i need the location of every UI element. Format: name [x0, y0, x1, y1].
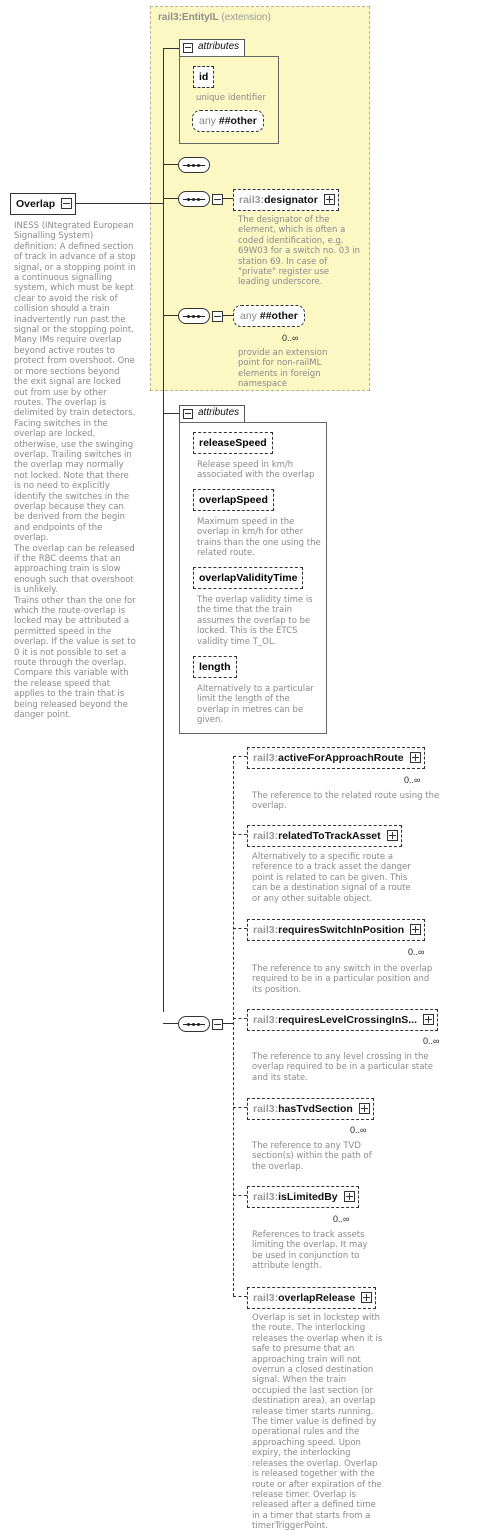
line — [233, 1107, 247, 1108]
attribute-desc: The overlap validity time is the time that the train assumes the overlap to be locked. This is the ETCS validity time T_OL. — [197, 595, 313, 647]
cardinality: 0..∞ — [408, 947, 425, 957]
cardinality: 0..∞ — [282, 333, 299, 343]
element-relatedToTrackAsset[interactable]: rail3:relatedToTrackAsset — [247, 825, 402, 847]
line — [233, 1018, 247, 1019]
main-vertical-line — [163, 48, 164, 1012]
sequence-dashed-line — [233, 756, 234, 1296]
line — [233, 928, 247, 929]
attribute-id[interactable]: id — [193, 66, 214, 88]
line — [223, 315, 233, 316]
element-isLimitedBy[interactable]: rail3:isLimitedBy — [247, 1186, 359, 1208]
expand-icon[interactable] — [410, 752, 421, 763]
any-attribute[interactable]: any ##other — [192, 110, 264, 132]
cardinality: 0..∞ — [350, 1125, 367, 1135]
sequence-icon — [178, 157, 210, 173]
line — [163, 48, 179, 49]
any-element-desc: provide an extension point for non-railML elements in foreign namespace — [238, 348, 328, 390]
attribute-desc: Alternatively to a particular limit the length of the overlap in metres can be given. — [197, 684, 314, 726]
line — [233, 756, 247, 757]
line — [233, 1195, 247, 1196]
attribute-id-desc: unique identifier — [196, 93, 266, 103]
line — [163, 1023, 178, 1024]
element-desc: The reference to the related route using the overlap. — [252, 791, 440, 812]
line — [75, 203, 163, 204]
element-designator[interactable]: rail3:designator — [233, 189, 339, 211]
line — [223, 198, 233, 199]
expand-icon[interactable] — [361, 1292, 372, 1303]
expand-icon[interactable] — [423, 1014, 434, 1025]
cardinality: 0..∞ — [404, 775, 421, 785]
attribute-overlapValidityTime[interactable]: overlapValidityTime — [193, 567, 303, 589]
expand-icon[interactable] — [324, 194, 335, 205]
expand-icon[interactable] — [359, 1103, 370, 1114]
element-desc: The reference to any level crossing in the overlap required to be in a particular state and its state. — [252, 1052, 434, 1083]
attribute-overlapSpeed[interactable]: overlapSpeed — [193, 489, 274, 511]
attribute-desc: Maximum speed in the overlap in km/h for other trains than the one using the related route. — [197, 517, 321, 559]
element-overlapRelease[interactable]: rail3:overlapRelease — [247, 1287, 376, 1309]
overlap-desc: INESS (INtegrated European Signalling System) definition: A defined section of track in advance of a stop signal, or a stopping point in a continuous signalling system, which must be kept clear to avoid the risk of collision should a train inadvertently run past the signal or the stopping point. Many IMs require overlap beyond active routes to protect from overshoot. One or more sections beyond the exit signal are locked out from use by other routes. The overlap is delimited by train detectors. Facing switches in the overlap are locked, otherwise, use the swinging overlap. Trailing switches in the overlap may normally not locked. Note that there is no need to explicitly identify the switches in the overlap because they can be derived from the begin and endpoints of the overlap. The overlap can be released if the RBC deems that an approaching train is slow enough such that overshoot is unlikely. Trains other than the one for which the route-overlap is locked may be attributed a permitted speed in the overlap. If the value is set to 0 it is not possible to set a route through the overlap. Compare this variable with the release speed that applies to the train that is being released beyond the danger point. — [14, 221, 136, 721]
expand-icon[interactable] — [410, 924, 421, 935]
expand-icon[interactable] — [387, 830, 398, 841]
line — [233, 1296, 247, 1297]
element-desc: Alternatively to a specific route a reference to a track asset the danger point is related to can be given. This can be a destination signal of a route or any other suitable object. — [252, 852, 411, 904]
element-desc: Overlap is set in lockstep with the route. The interlocking releases the overlap when it is safe to presume that an approaching train will not overrun a closed destination signal. When the train occupied the last section (or destination area), an overlap release timer starts running. The timer value is defined by operational rules and the approaching speed. Upon expiry, the interlocking releases the overlap. Overlap is released together with the route or after expiration of the release timer. Overlap is released after a defined time in a timer that starts from a timerTriggerPoint. — [252, 1313, 383, 1532]
line — [163, 164, 178, 165]
designator-desc: The designator of the element, which is often a coded identification, e.g. 69W03 for a switch no. 03 in station 69. In case of "private" register use leading underscore. — [238, 215, 360, 288]
collapse-icon[interactable] — [212, 194, 223, 205]
element-hasTvdSection[interactable]: rail3:hasTvdSection — [247, 1098, 374, 1120]
element-activeForApproachRoute[interactable]: rail3:activeForApproachRoute — [247, 747, 425, 769]
collapse-icon[interactable] — [183, 43, 193, 53]
extension-attributes-header[interactable]: attributes — [179, 39, 245, 56]
line — [163, 413, 179, 414]
sequence-icon — [178, 191, 210, 207]
expand-icon[interactable] — [344, 1191, 355, 1202]
attribute-desc: Release speed in km/h associated with the overlap — [197, 460, 315, 481]
any-element[interactable]: any ##other — [233, 305, 305, 327]
collapse-icon[interactable] — [212, 311, 223, 322]
element-requiresSwitchInPosition[interactable]: rail3:requiresSwitchInPosition — [247, 919, 425, 941]
element-desc: References to track assets limiting the overlap. It may be used in conjunction to attribute length. — [252, 1230, 368, 1272]
sequence-icon — [178, 308, 210, 324]
line — [163, 198, 178, 199]
line — [163, 315, 178, 316]
element-desc: The reference to any TVD section(s) within the path of the overlap. — [252, 1141, 372, 1172]
element-desc: The reference to any switch in the overlap required to be in a particular position and its position. — [252, 964, 433, 995]
attributes-header[interactable]: attributes — [179, 405, 245, 422]
cardinality: 0..∞ — [423, 1036, 440, 1046]
extension-title: rail3:EntityIL (extension) — [158, 12, 271, 23]
cardinality: 0..∞ — [333, 1214, 350, 1224]
attribute-length[interactable]: length — [193, 656, 237, 678]
sequence-icon — [178, 1016, 210, 1032]
element-overlap[interactable]: Overlap — [10, 193, 76, 215]
collapse-icon[interactable] — [61, 198, 72, 209]
line — [233, 834, 247, 835]
collapse-icon[interactable] — [183, 409, 193, 419]
attribute-releaseSpeed[interactable]: releaseSpeed — [193, 432, 273, 454]
collapse-icon[interactable] — [212, 1019, 223, 1030]
line — [223, 1023, 233, 1024]
element-requiresLevelCrossingInState[interactable]: rail3:requiresLevelCrossingInS... — [247, 1009, 438, 1031]
